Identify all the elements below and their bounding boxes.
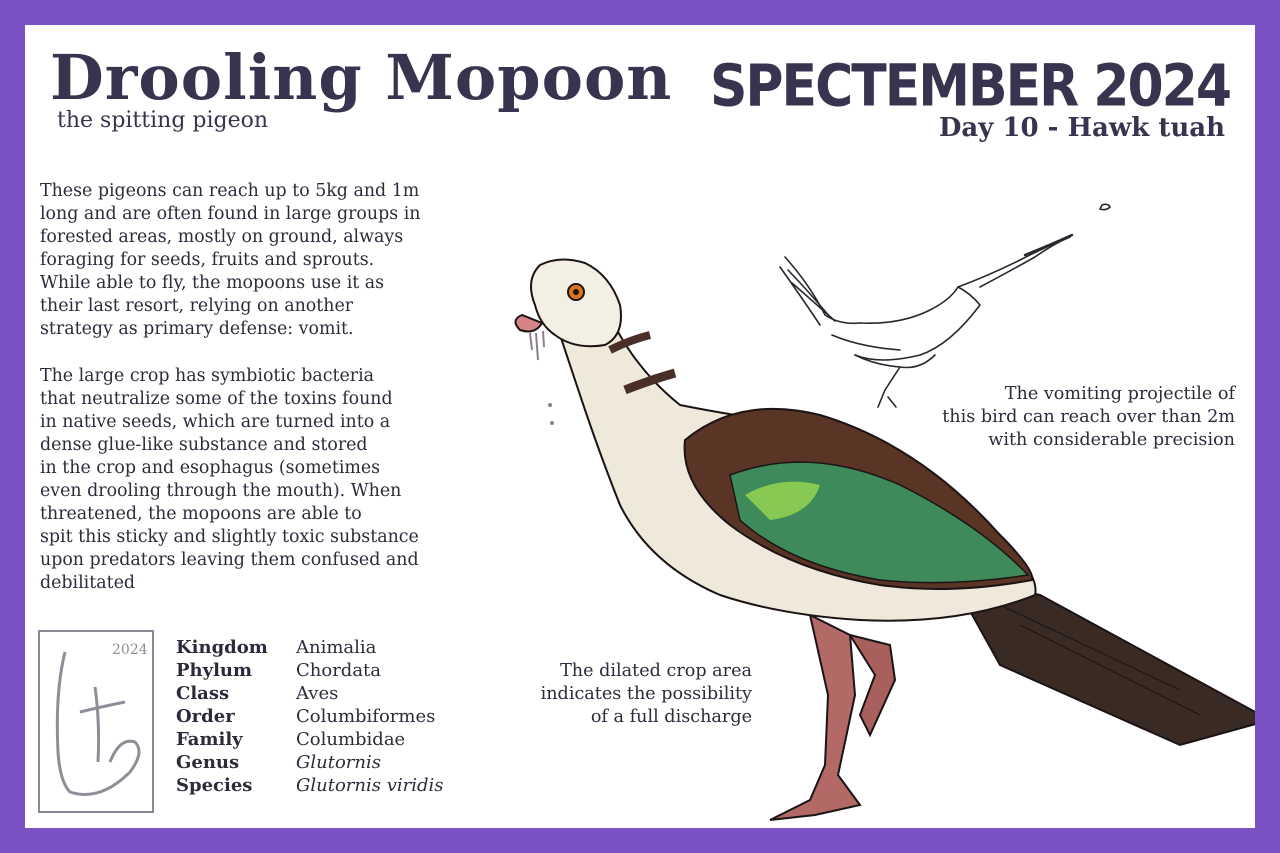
taxonomy-value: Columbiformes [296, 706, 436, 727]
projectile-note [942, 383, 1235, 452]
text-line: dense glue-like substance and stored [40, 435, 368, 455]
text-line: These pigeons can reach up to 5kg and 1m [40, 181, 420, 201]
taxonomy-value: Glutornis [296, 752, 381, 773]
text-line: debilitated [40, 573, 136, 593]
taxonomy-rank: Phylum [176, 660, 253, 681]
description-paragraph-1 [40, 180, 510, 341]
taxonomy-rank: Genus [176, 752, 240, 773]
description-paragraph-2 [40, 365, 510, 595]
signature-box [38, 630, 154, 813]
signature-mark [40, 632, 152, 811]
text-line: their last resort, relying on another [40, 296, 354, 316]
text-line: foraging for seeds, fruits and sprouts. [40, 250, 375, 270]
text-line: threatened, the mopoons are able to [40, 504, 362, 524]
text-line: spit this sticky and slightly toxic substance [40, 527, 419, 547]
day-label: Day 10 - Hawk tuah [938, 113, 1225, 143]
text-line: forested areas, mostly on ground, always [40, 227, 404, 247]
event-title: SPECTEMBER 2024 [709, 53, 1230, 121]
taxonomy-row [176, 682, 444, 705]
text-line: The dilated crop area [560, 661, 752, 681]
signature-year: 2024 [112, 642, 148, 658]
taxonomy-row [176, 751, 444, 774]
taxonomy-row [176, 636, 444, 659]
text-line: While able to fly, the mopoons use it as [40, 273, 385, 293]
taxonomy-rank: Order [176, 706, 235, 727]
taxonomy-rank: Class [176, 683, 230, 704]
text-line: in native seeds, which are turned into a [40, 412, 391, 432]
taxonomy-value: Columbidae [296, 729, 406, 750]
taxonomy-value: Chordata [296, 660, 382, 681]
bird-head [531, 259, 621, 346]
taxonomy-row [176, 705, 444, 728]
taxonomy-rank: Family [176, 729, 243, 750]
text-line: indicates the possibility [540, 684, 752, 704]
text-line: with considerable precision [988, 430, 1235, 450]
taxonomy-row [176, 728, 444, 751]
bird-illustration [480, 175, 1255, 828]
taxonomy-row [176, 659, 444, 682]
text-line: of a full discharge [590, 707, 752, 727]
taxonomy-value: Glutornis viridis [296, 775, 444, 796]
taxonomy-value: Animalia [296, 637, 377, 658]
card [25, 25, 1255, 828]
page-subtitle: the spitting pigeon [57, 108, 269, 133]
text-line: that neutralize some of the toxins found [40, 389, 393, 409]
beak [515, 315, 542, 331]
text-line: The large crop has symbiotic bacteria [40, 366, 375, 386]
flying-bird-sketch [780, 204, 1110, 407]
legs [770, 615, 860, 820]
taxonomy-row [176, 774, 444, 797]
page-title: Drooling Mopoon [50, 41, 673, 114]
taxonomy-value: Aves [296, 683, 339, 704]
text-line: long and are often found in large groups in [40, 204, 421, 224]
text-line: even drooling through the mouth). When [40, 481, 402, 501]
text-line: upon predators leaving them confused and [40, 550, 419, 570]
text-line: this bird can reach over than 2m [942, 407, 1235, 427]
text-line: The vomiting projectile of [1004, 384, 1235, 404]
taxonomy-table [176, 636, 444, 797]
crop-note [541, 660, 752, 729]
text-line: strategy as primary defense: vomit. [40, 319, 354, 339]
text-line: in the crop and esophagus (sometimes [40, 458, 381, 478]
taxonomy-rank: Species [176, 775, 253, 796]
taxonomy-rank: Kingdom [176, 637, 268, 658]
